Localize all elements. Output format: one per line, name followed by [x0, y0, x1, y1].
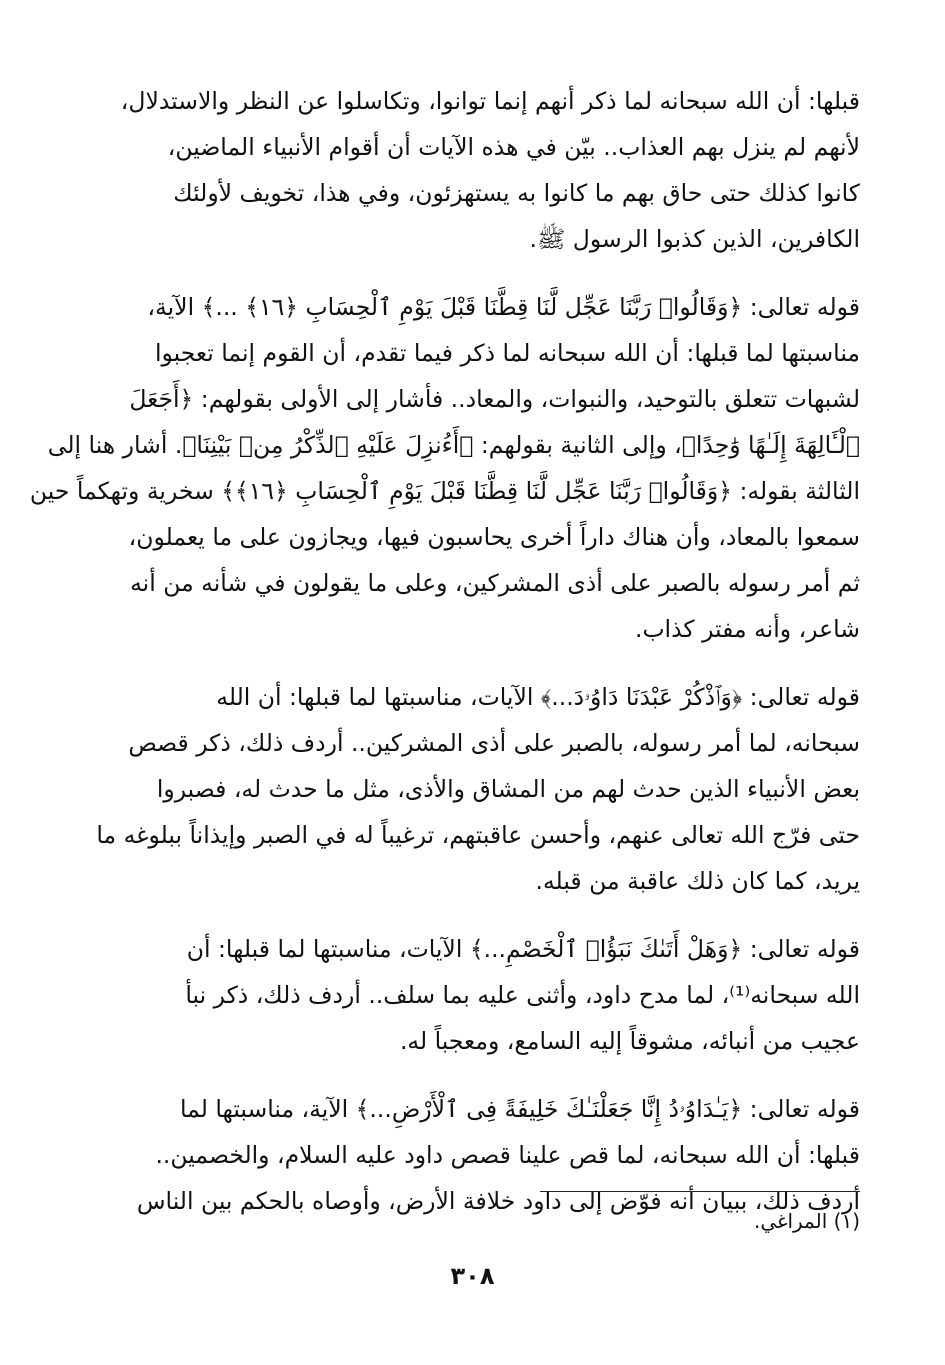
text-line: سبحانه، لما أمر رسوله، بالصبر على أذى المشركين.. أردف ذلك، ذكر قصص	[128, 729, 860, 757]
text-line: يريد، كما كان ذلك عاقبة من قبله.	[535, 867, 860, 895]
text-line: سمعوا بالمعاد، وأن هناك داراً أخرى يحاسبون فيها، ويجازون على ما يعملون،	[128, 523, 860, 551]
text-line: لأنهم لم ينزل بهم العذاب.. بيّن في هذه الآيات أن أقوام الأنبياء الماضين،	[167, 133, 860, 161]
text-line: قبلها: أن الله سبحانه، لما قص علينا قصص داود عليه السلام، والخصمين..	[155, 1141, 860, 1169]
text-line: أردف ذلك، ببيان أنه فوّض إلى داود خلافة الأرض، وأوصاه بالحكم بين الناس	[136, 1187, 860, 1215]
paragraph-5	[85, 1086, 860, 1224]
paragraph-3	[85, 674, 860, 904]
footnote	[754, 1206, 860, 1236]
text-line: الله سبحانه⁽¹⁾، لما مدح داود، وأثنى عليه بما سلف.. أردف ذلك، ذكر نبأ	[185, 981, 860, 1009]
text-line: عجيب من أنبائه، مشوقاً إليه السامع، ومعجباً له.	[399, 1027, 860, 1055]
text-line: ثم أمر رسوله بالصبر على أذى المشركين، وعلى ما يقولون في شأنه من أنه	[130, 569, 860, 597]
text-line: مناسبتها لما قبلها: أن الله سبحانه لما ذكر فيما تقدم، أن القوم إنما تعجبوا	[154, 339, 860, 367]
text-line: شاعر، وأنه مفتر كذاب.	[634, 615, 860, 643]
text-line: قوله تعالى: ﴿يَـٰدَاوُۥدُ إِنَّا جَعَلْنَـٰكَ خَلِيفَةً فِى ٱلْأَرْضِ...﴾ الآية، مناسبتها لما	[179, 1095, 860, 1123]
text-line: ٱلْـَٔالِهَةَ إِلَـٰهًا وَٰحِدًا﴾، وإلى الثانية بقولهم: ﴿أَءُنزِلَ عَلَيْهِ ٱلذِّكْرُ مِنۢ بَيْنِنَا﴾. أشار هنا إلى	[47, 431, 860, 459]
text-line: الثالثة بقوله: ﴿وَقَالُوا۟ رَبَّنَا عَجِّل لَّنَا قِطَّنَا قَبْلَ يَوْمِ ٱلْحِسَابِ ﴿١٦﴾﴾ سخرية وتهكماً حين	[29, 477, 860, 505]
text-line: كانوا كذلك حتى حاق بهم ما كانوا به يستهزئون، وفي هذا، تخويف لأولئك	[173, 179, 860, 207]
text-line: لشبهات تتعلق بالتوحيد، والنبوات، والمعاد.. فأشار إلى الأولى بقولهم: ﴿أَجَعَلَ	[129, 385, 860, 413]
footnote-marker: (١)	[833, 1209, 860, 1233]
text-line: حتى فرّج الله تعالى عنهم، وأحسن عاقبتهم، ترغيباً له في الصبر وإيذاناً ببلوغه ما	[96, 821, 860, 849]
text-line: قوله تعالى: ﴿وَهَلْ أَتَىٰكَ نَبَؤُا۟ ٱلْخَصْمِ...﴾ الآيات، مناسبتها لما قبلها: أن	[186, 935, 860, 963]
footnote-text: المراغي.	[753, 1209, 828, 1233]
paragraph-1	[85, 78, 860, 262]
page-body	[29, 78, 860, 1246]
text-line: قوله تعالى: ﴿وَٱذْكُرْ عَبْدَنَا دَاوُۥدَ...﴾ الآيات، مناسبتها لما قبلها: أن الله	[216, 683, 860, 711]
text-line: الكافرين، الذين كذبوا الرسول ﷺ.	[529, 225, 860, 253]
text-line: بعض الأنبياء الذين حدث لهم من المشاق والأذى، مثل ما حدث له، فصبروا	[156, 775, 860, 803]
paragraph-4	[85, 926, 860, 1064]
text-line: قوله تعالى: ﴿وَقَالُوا۟ رَبَّنَا عَجِّل لَّنَا قِطَّنَا قَبْلَ يَوْمِ ٱلْحِسَابِ ﴿١٦﴾ ...﴾ الآية،	[147, 293, 860, 321]
footnote-divider	[540, 1191, 860, 1192]
paragraph-2	[29, 284, 860, 652]
text-line: قبلها: أن الله سبحانه لما ذكر أنهم إنما توانوا، وتكاسلوا عن النظر والاستدلال،	[120, 87, 860, 115]
page-number: ٣٠٨	[450, 1262, 495, 1290]
